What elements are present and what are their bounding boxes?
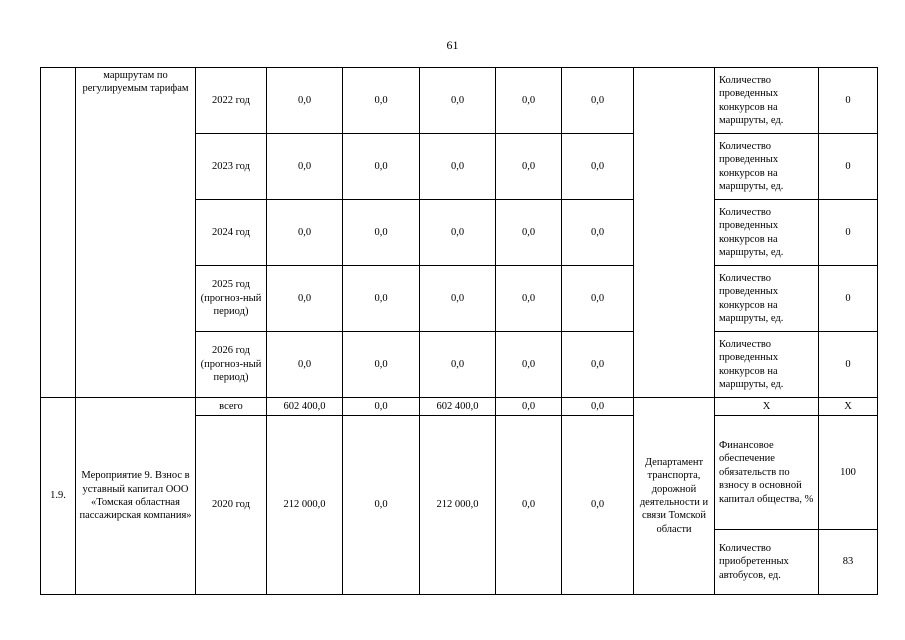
value-cell: 602 400,0 <box>420 398 496 416</box>
indicator-value-cell: 0 <box>819 266 878 332</box>
page-number: 61 <box>446 38 459 52</box>
value-cell: 0,0 <box>562 134 634 200</box>
value-cell: 0,0 <box>496 68 562 134</box>
measure-name-cell: Мероприятие 9. Взнос в уставный капитал ООО «Томская областная пассажирская компания» <box>76 398 196 595</box>
measure-name-cell: маршрутам по регулируемым тарифам <box>76 68 196 398</box>
value-cell: 212 000,0 <box>420 416 496 595</box>
value-cell: 0,0 <box>267 68 343 134</box>
indicator-value-cell: 100 <box>819 416 878 530</box>
indicator-cell: Количество проведенных конкурсов на маршруты, ед. <box>715 134 819 200</box>
indicator-cell: Количество проведенных конкурсов на маршруты, ед. <box>715 332 819 398</box>
value-cell: 0,0 <box>562 416 634 595</box>
indicator-value-cell: Х <box>819 398 878 416</box>
indicator-value-cell: 0 <box>819 134 878 200</box>
value-cell: 0,0 <box>267 200 343 266</box>
value-cell: 0,0 <box>562 68 634 134</box>
value-cell: 0,0 <box>496 398 562 416</box>
value-cell: 212 000,0 <box>267 416 343 595</box>
value-cell: 602 400,0 <box>267 398 343 416</box>
program-table <box>40 67 878 595</box>
value-cell: 0,0 <box>562 398 634 416</box>
table-row <box>41 68 878 134</box>
value-cell: 0,0 <box>343 266 420 332</box>
indicator-value-cell: 0 <box>819 200 878 266</box>
year-cell: 2024 год <box>196 200 267 266</box>
value-cell: 0,0 <box>343 134 420 200</box>
value-cell: 0,0 <box>496 200 562 266</box>
value-cell: 0,0 <box>420 266 496 332</box>
indicator-value-cell: 0 <box>819 68 878 134</box>
indicator-cell: Х <box>715 398 819 416</box>
indicator-value-cell: 0 <box>819 332 878 398</box>
executor-cell <box>634 68 715 398</box>
value-cell: 0,0 <box>496 416 562 595</box>
value-cell: 0,0 <box>562 200 634 266</box>
indicator-cell: Финансовое обеспечение обязательств по взносу в основной капитал общества, % <box>715 416 819 530</box>
year-cell: 2020 год <box>196 416 267 595</box>
value-cell: 0,0 <box>496 134 562 200</box>
item-number-cell: 1.9. <box>41 398 76 595</box>
value-cell: 0,0 <box>343 332 420 398</box>
indicator-cell: Количество приобретенных автобусов, ед. <box>715 530 819 595</box>
value-cell: 0,0 <box>267 332 343 398</box>
year-cell: всего <box>196 398 267 416</box>
executor-cell: Департамент транспорта, дорожной деятельности и связи Томской области <box>634 398 715 595</box>
value-cell: 0,0 <box>420 200 496 266</box>
value-cell: 0,0 <box>562 266 634 332</box>
value-cell: 0,0 <box>267 134 343 200</box>
value-cell: 0,0 <box>420 68 496 134</box>
value-cell: 0,0 <box>420 332 496 398</box>
indicator-cell: Количество проведенных конкурсов на маршруты, ед. <box>715 68 819 134</box>
value-cell: 0,0 <box>343 68 420 134</box>
value-cell: 0,0 <box>343 398 420 416</box>
value-cell: 0,0 <box>343 416 420 595</box>
value-cell: 0,0 <box>343 200 420 266</box>
year-cell: 2026 год (прогноз-ный период) <box>196 332 267 398</box>
indicator-value-cell: 83 <box>819 530 878 595</box>
year-cell: 2022 год <box>196 68 267 134</box>
year-cell: 2025 год (прогноз-ный период) <box>196 266 267 332</box>
value-cell: 0,0 <box>562 332 634 398</box>
year-cell: 2023 год <box>196 134 267 200</box>
indicator-cell: Количество проведенных конкурсов на маршруты, ед. <box>715 200 819 266</box>
value-cell: 0,0 <box>496 266 562 332</box>
indicator-cell: Количество проведенных конкурсов на маршруты, ед. <box>715 266 819 332</box>
value-cell: 0,0 <box>496 332 562 398</box>
value-cell: 0,0 <box>267 266 343 332</box>
item-number-cell <box>41 68 76 398</box>
table-row-total <box>41 398 878 416</box>
value-cell: 0,0 <box>420 134 496 200</box>
